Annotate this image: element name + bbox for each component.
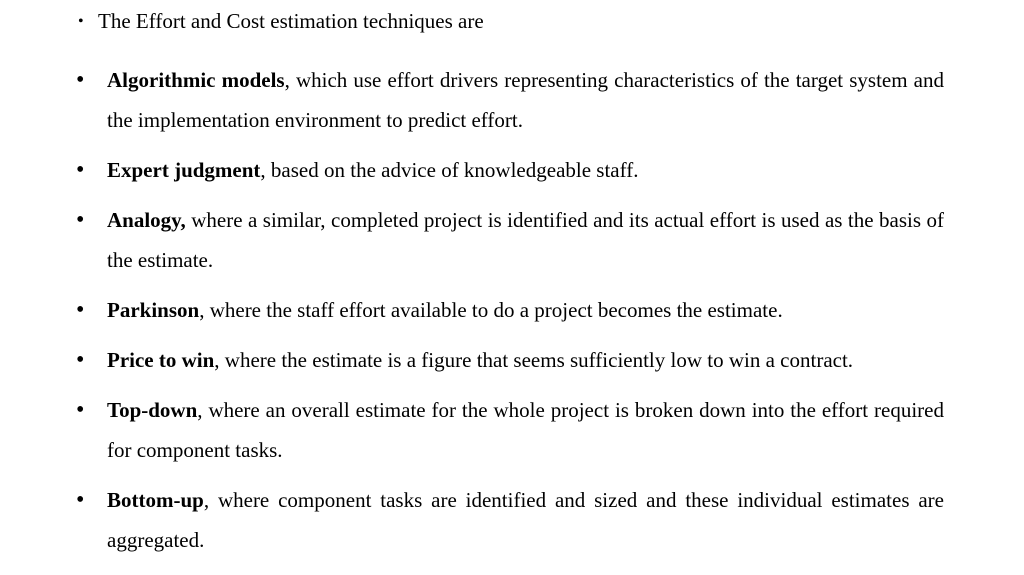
item-term: Price to win: [107, 348, 215, 372]
item-description: where a similar, completed project is identified and its actual effort is used as the basis of the estimate.: [107, 208, 944, 272]
list-item: [76, 390, 944, 470]
list-item: [76, 150, 944, 190]
technique-list: [76, 60, 944, 570]
item-description: , which use effort drivers representing characteristics of the target system and the implementation environment to predict effort.: [107, 68, 944, 132]
item-term: Top-down: [107, 398, 198, 422]
list-item: [76, 480, 944, 560]
list-item: [76, 200, 944, 280]
bullet: •: [76, 297, 85, 323]
list-item: [76, 290, 944, 330]
item-term: Analogy,: [107, 208, 186, 232]
bullet: •: [76, 487, 85, 513]
bullet: •: [76, 157, 85, 183]
bullet: •: [76, 67, 85, 93]
item-term: Expert judgment: [107, 158, 261, 182]
item-term: Parkinson: [107, 298, 200, 322]
item-description: , where component tasks are identified and sized and these individual estimates are aggregated.: [107, 488, 944, 552]
bullet: •: [76, 347, 85, 373]
intro-bullet: •: [78, 13, 84, 30]
item-description: , where the estimate is a figure that seems sufficiently low to win a contract.: [214, 348, 854, 372]
bullet: •: [76, 397, 85, 423]
list-item: [76, 340, 944, 380]
bullet: •: [76, 207, 85, 233]
intro-line: [78, 8, 484, 35]
list-item: [76, 60, 944, 140]
item-term: Algorithmic models: [107, 68, 285, 92]
item-description: , based on the advice of knowledgeable staff.: [260, 158, 639, 182]
item-description: , where the staff effort available to do a project becomes the estimate.: [199, 298, 783, 322]
item-description: , where an overall estimate for the whole project is broken down into the effort required for component tasks.: [107, 398, 944, 462]
intro-text: The Effort and Cost estimation techniques are: [98, 9, 484, 33]
item-term: Bottom-up: [107, 488, 204, 512]
